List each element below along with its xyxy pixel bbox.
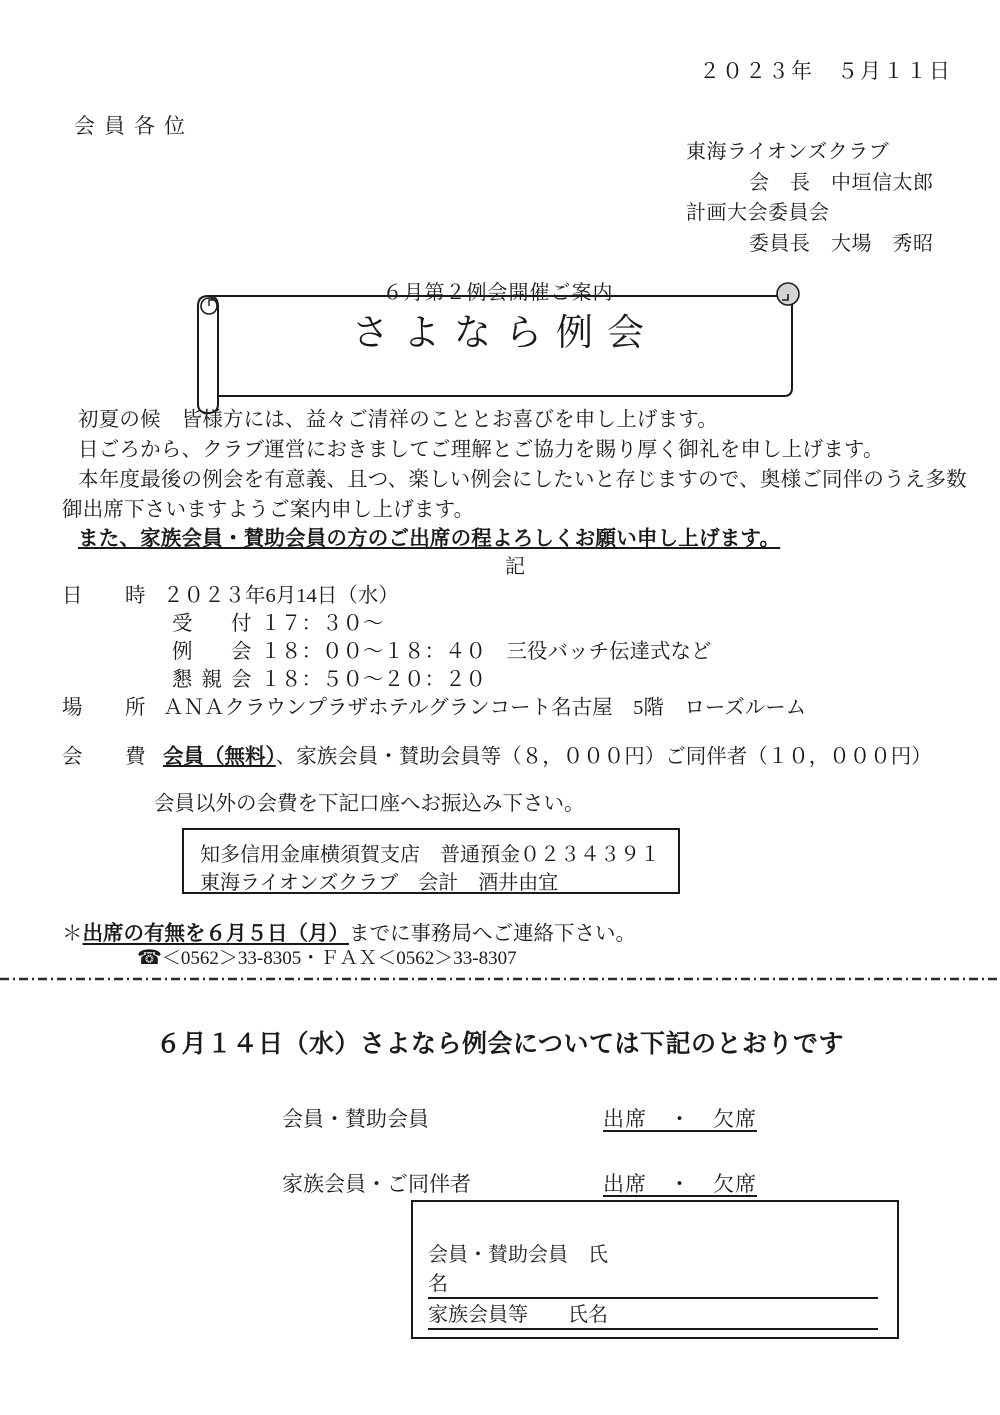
body-line-2: 日ごろから、クラブ運営におきましてご理解とご協力を賜り厚く御礼を申し上げます。 bbox=[78, 439, 884, 461]
document-date: ２０２３年 ５月１１日 bbox=[699, 59, 952, 83]
reception-row bbox=[172, 606, 384, 636]
reply-row-label-family: 家族会員・ご同伴者 bbox=[282, 1172, 471, 1196]
fee-value bbox=[163, 739, 932, 769]
sender-organization: 東海ライオンズクラブ bbox=[686, 141, 890, 163]
scroll-banner bbox=[188, 246, 800, 378]
telephone-icon: ☎ bbox=[137, 947, 162, 969]
rsvp-contact-line bbox=[137, 943, 517, 970]
reply-row-choice-member[interactable]: 出席 ・ 欠席 bbox=[603, 1107, 757, 1131]
datetime-value: ２０２３年6月14日（水） bbox=[163, 585, 399, 607]
sender-chairman: 委員長 大場 秀昭 bbox=[749, 233, 934, 255]
rsvp-deadline-line bbox=[62, 916, 636, 946]
party-row bbox=[172, 662, 486, 692]
name-field-family[interactable] bbox=[428, 1298, 878, 1330]
reply-row-choice-family[interactable]: 出席 ・ 欠席 bbox=[603, 1172, 757, 1196]
body-line-5-emphasis: また、家族会員・賛助会員の方のご出席の程よろしくお願い申し上げます。 bbox=[78, 528, 781, 550]
name-field-member-label: 会員・賛助会員 氏名 bbox=[428, 1238, 616, 1299]
party-label: 懇親会 bbox=[172, 669, 261, 691]
sender-president: 会 長 中垣信太郎 bbox=[749, 172, 934, 194]
body-line-1: 初夏の候 皆様方には、益々ご清祥のこととお喜びを申し上げます。 bbox=[78, 409, 719, 431]
cut-line bbox=[0, 975, 1000, 983]
kiji-marker: 記 bbox=[505, 556, 525, 578]
fee-note: 会員以外の会費を下記口座へお振込み下さい。 bbox=[154, 793, 585, 815]
banner-subtitle: ６月第２例会開催ご案内 bbox=[382, 282, 614, 304]
addressee: 会員各位 bbox=[74, 114, 194, 138]
bank-line-2: 東海ライオンズクラブ 会計 酒井由宜 bbox=[200, 872, 559, 894]
sender-committee: 計画大会委員会 bbox=[686, 202, 830, 224]
reception-value: １７：３０〜 bbox=[260, 613, 384, 635]
reception-label: 受 付 bbox=[172, 613, 261, 635]
rsvp-contact-value: ＜0562＞33-8305・ＦＡＸ＜0562＞33-8307 bbox=[161, 948, 517, 969]
fee-rest: 、家族会員・賛助会員等（８，０００円）ご同伴者（１０，０００円） bbox=[275, 746, 932, 768]
name-field-family-input[interactable] bbox=[616, 1308, 878, 1330]
meeting-label: 例 会 bbox=[172, 641, 261, 663]
reply-row-label-member: 会員・賛助会員 bbox=[282, 1107, 429, 1131]
banner-title: さよなら例会 bbox=[352, 313, 658, 354]
rsvp-rest: までに事務局へご連絡下さい。 bbox=[349, 923, 636, 945]
meeting-value: １８：００〜１８：４０ 三役バッチ伝達式など bbox=[260, 641, 712, 663]
datetime-label: 日 時 bbox=[62, 585, 157, 607]
meeting-row bbox=[172, 634, 712, 664]
name-field-member[interactable] bbox=[428, 1238, 878, 1299]
place-label: 場 所 bbox=[62, 697, 157, 719]
body-line-4: 御出席下さいますようご案内申し上げます。 bbox=[62, 499, 475, 521]
reply-slip-heading: ６月１４日（水）さよなら例会については下記のとおりです bbox=[156, 1031, 845, 1058]
name-field-family-label: 家族会員等 氏名 bbox=[428, 1298, 616, 1330]
rsvp-asterisk: ＊ bbox=[62, 923, 83, 945]
place-value: ＡＮＡクラウンプラザホテルグランコート名古屋 5階 ローズルーム bbox=[163, 697, 807, 719]
fee-label: 会 費 bbox=[62, 746, 157, 768]
party-value: １８：５０〜２０：２０ bbox=[260, 669, 486, 691]
rsvp-emphasis: 出席の有無を６月５日（月） bbox=[82, 923, 349, 945]
body-line-3: 本年度最後の例会を有意義、且つ、楽しい例会にしたいと存じますので、奥様ご同伴のうえ多数 bbox=[78, 469, 967, 491]
bank-line-1: 知多信用金庫横須賀支店 普通預金０２３４３９１ bbox=[200, 844, 660, 866]
name-field-member-input[interactable] bbox=[616, 1277, 878, 1299]
fee-emphasis: 会員（無料） bbox=[163, 746, 276, 768]
